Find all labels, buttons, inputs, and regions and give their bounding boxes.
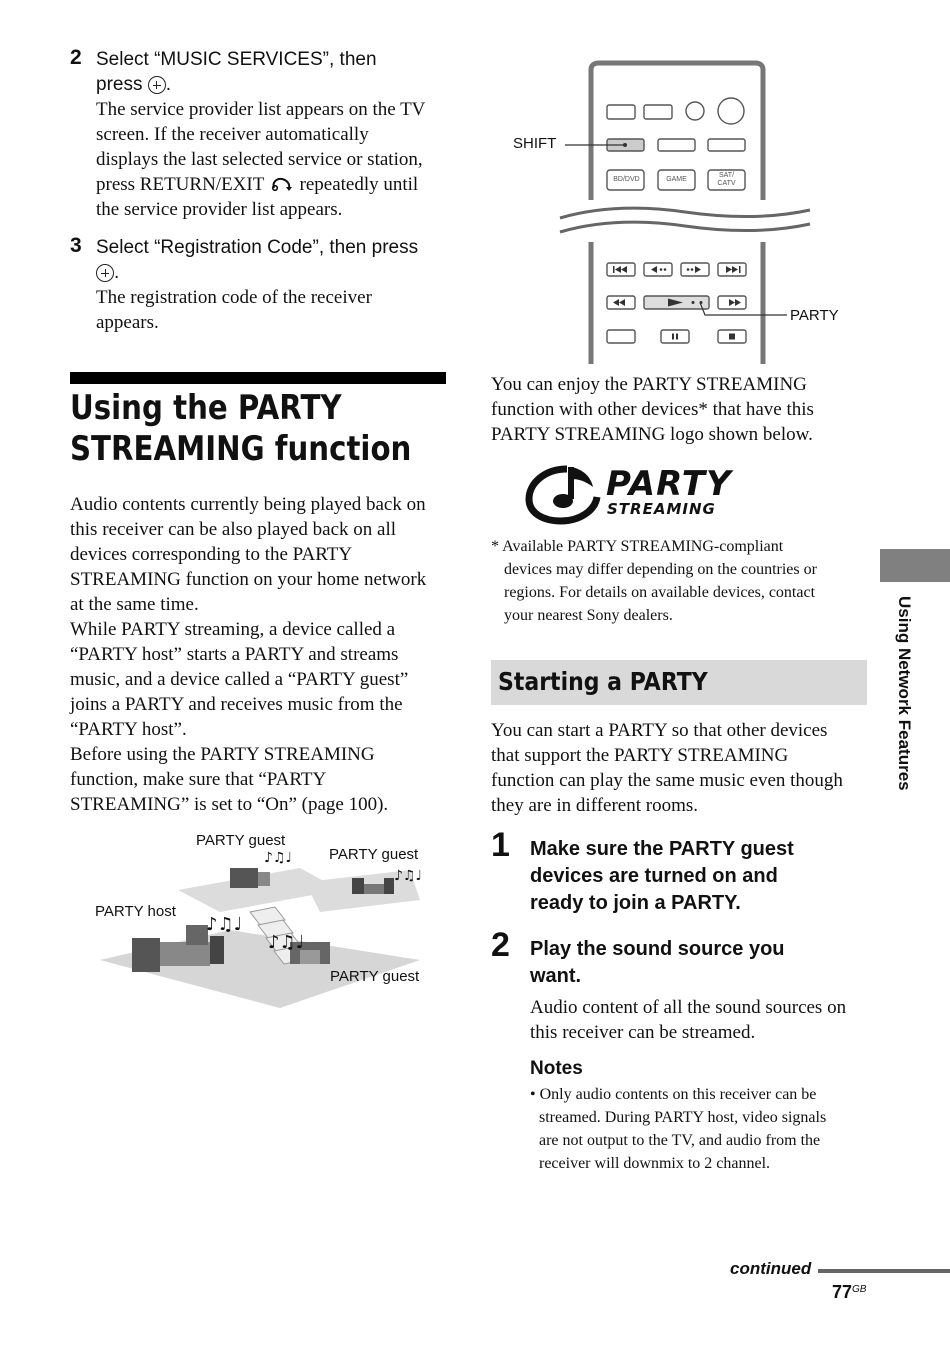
return-text: press RETURN/EXIT [96, 174, 264, 195]
step-2-body [96, 97, 456, 222]
intro-line: function with other devices* that have this [491, 399, 814, 420]
continued-rule [818, 1269, 950, 1273]
section-title-line2: STREAMING function [70, 429, 412, 469]
step-3-heading [96, 235, 456, 285]
body-line: appears. [96, 312, 159, 333]
label-guest-bottom: PARTY guest [330, 968, 420, 985]
guest-device-top-icon [230, 868, 270, 888]
section-paragraphs [70, 492, 460, 817]
note-line: streamed. During PARTY host, video signals [539, 1109, 827, 1126]
paragraph-line: music, and a device called a “PARTY guest” [70, 669, 409, 690]
party-house-illustration [90, 850, 440, 1015]
section-tab [880, 549, 950, 582]
notes-list [530, 1083, 880, 1175]
music-notes-icon: ♪♫♩ [268, 932, 305, 953]
footnote [491, 535, 871, 627]
repeatedly-text: repeatedly until [299, 174, 419, 195]
step-3-heading-line1: Select “Registration Code”, then press [96, 237, 419, 258]
intro-line: PARTY STREAMING logo shown below. [491, 424, 813, 445]
footnote-line: your nearest Sony dealers. [504, 607, 673, 624]
paragraph-line: function, make sure that “PARTY [70, 769, 327, 790]
step-2-line: Play the sound source you [530, 938, 785, 960]
step-2-heading [96, 47, 456, 97]
remote-button [708, 139, 745, 151]
party-step-1-number: 1 [491, 826, 510, 864]
step-3-heading-line2: . [96, 260, 456, 285]
party-streaming-logo-icon [525, 463, 605, 525]
note-line: • Only audio contents on this receiver can be [530, 1086, 817, 1103]
party-step-2-number: 2 [491, 926, 510, 964]
note-line: are not output to the TV, and audio from the [539, 1132, 821, 1149]
record-button [607, 330, 635, 343]
remote-button [658, 139, 695, 151]
section-rule [70, 372, 446, 384]
paragraph-line: “PARTY host”. [70, 719, 187, 740]
step-2-body-line: this receiver can be streamed. [530, 1022, 756, 1043]
intro-line: You can enjoy the PARTY STREAMING [491, 374, 807, 395]
satcatv-label-line2: CATV [717, 180, 736, 187]
footnote-line: devices may differ depending on the countries or [504, 561, 817, 578]
paragraph-line: While PARTY streaming, a device called a [70, 619, 396, 640]
subsection-intro-line: You can start a PARTY so that other devices [491, 720, 828, 741]
body-line: the service provider list appears. [96, 199, 343, 220]
bddvd-label: BD/DVD [613, 176, 640, 183]
music-notes-icon: ♪♫♩ [394, 868, 423, 884]
shift-callout: SHIFT [513, 135, 557, 152]
step-1-line: devices are turned on and [530, 865, 778, 887]
body-line: The registration code of the receiver [96, 287, 372, 308]
section-title-line1: Using the PARTY [70, 388, 342, 428]
return-icon [269, 176, 295, 192]
notes-title: Notes [530, 1058, 583, 1079]
step-2-press-text: press [96, 74, 143, 95]
subsection-intro-line: function can play the same music even though [491, 770, 843, 791]
footnote-line: regions. For details on available devices, contact [504, 584, 816, 601]
paragraph-line: “PARTY host” starts a PARTY and streams [70, 644, 399, 665]
sidebar-section-label: Using Network Features [895, 596, 914, 791]
body-line: screen. If the receiver automatically [96, 124, 369, 145]
body-line: displays the last selected service or station, [96, 149, 423, 170]
subsection-intro-line: they are in different rooms. [491, 795, 698, 816]
music-notes-icon: ♪♫♩ [206, 914, 243, 935]
enter-button-icon [148, 76, 166, 94]
step-3-body [96, 285, 456, 335]
note-line: receiver will downmix to 2 channel. [539, 1155, 771, 1172]
label-guest-top: PARTY guest [196, 832, 286, 849]
wave-break-bottom [560, 222, 810, 232]
step-2-heading-line1: Select “MUSIC SERVICES”, then [96, 49, 377, 70]
label-guest-right: PARTY guest [329, 846, 419, 863]
step-1-line: ready to join a PARTY. [530, 892, 741, 914]
game-label: GAME [666, 176, 687, 183]
paragraph-line: STREAMING” is set to “On” (page 100). [70, 794, 389, 815]
enter-button-icon [96, 264, 114, 282]
body-line: The service provider list appears on the TV [96, 99, 426, 120]
step-2-body-line: Audio content of all the sound sources on [530, 997, 847, 1018]
wave-break-top [560, 208, 810, 218]
replay-button [644, 263, 672, 276]
paragraph-line: this receiver can be also played back on all [70, 519, 397, 540]
section-title [70, 388, 411, 470]
page-number [832, 1282, 866, 1303]
step-2-heading-line2: press . [96, 74, 172, 95]
footnote-line: * Available PARTY STREAMING-compliant [491, 538, 784, 555]
paragraph-line: joins a PARTY and receives music from the [70, 694, 403, 715]
page-suffix: GB [852, 1284, 867, 1295]
pause-button [661, 330, 689, 343]
party-step-2-body [530, 995, 880, 1045]
remote-button [607, 105, 635, 119]
paragraph-line: Before using the PARTY STREAMING [70, 744, 375, 765]
step-2-number: 2 [70, 46, 82, 69]
page-number-value: 77 [832, 1282, 853, 1302]
continued-label: continued [730, 1259, 812, 1278]
satcatv-label [709, 172, 744, 188]
party-callout: PARTY [790, 307, 839, 324]
logo-word-streaming: STREAMING [607, 500, 716, 518]
party-intro [491, 372, 881, 447]
logo-word-party: PARTY [606, 464, 732, 504]
subsection-intro-line: that support the PARTY STREAMING [491, 745, 789, 766]
music-notes-icon: ♪♫♩ [264, 850, 293, 866]
subsection-intro [491, 718, 881, 818]
remote-button [644, 105, 672, 119]
step-2-line: want. [530, 965, 582, 987]
satcatv-label-line1: SAT/ [718, 172, 735, 179]
subsection-title: Starting a PARTY [498, 667, 708, 696]
shift-leader-dot [623, 143, 627, 147]
party-step-2-heading [530, 936, 870, 990]
step-1-line: Make sure the PARTY guest [530, 838, 794, 860]
remote-illustration [555, 60, 815, 368]
paragraph-line: Audio contents currently being played back on [70, 494, 426, 515]
step-3-number: 3 [70, 234, 82, 257]
paragraph-line: devices corresponding to the PARTY [70, 544, 353, 565]
remote-button [686, 102, 704, 120]
paragraph-line: STREAMING function on your home network [70, 569, 427, 590]
party-step-1-heading [530, 836, 870, 917]
paragraph-line: at the same time. [70, 594, 199, 615]
body-line [96, 172, 456, 197]
label-host: PARTY host [95, 903, 176, 920]
remote-power-button [718, 98, 744, 124]
